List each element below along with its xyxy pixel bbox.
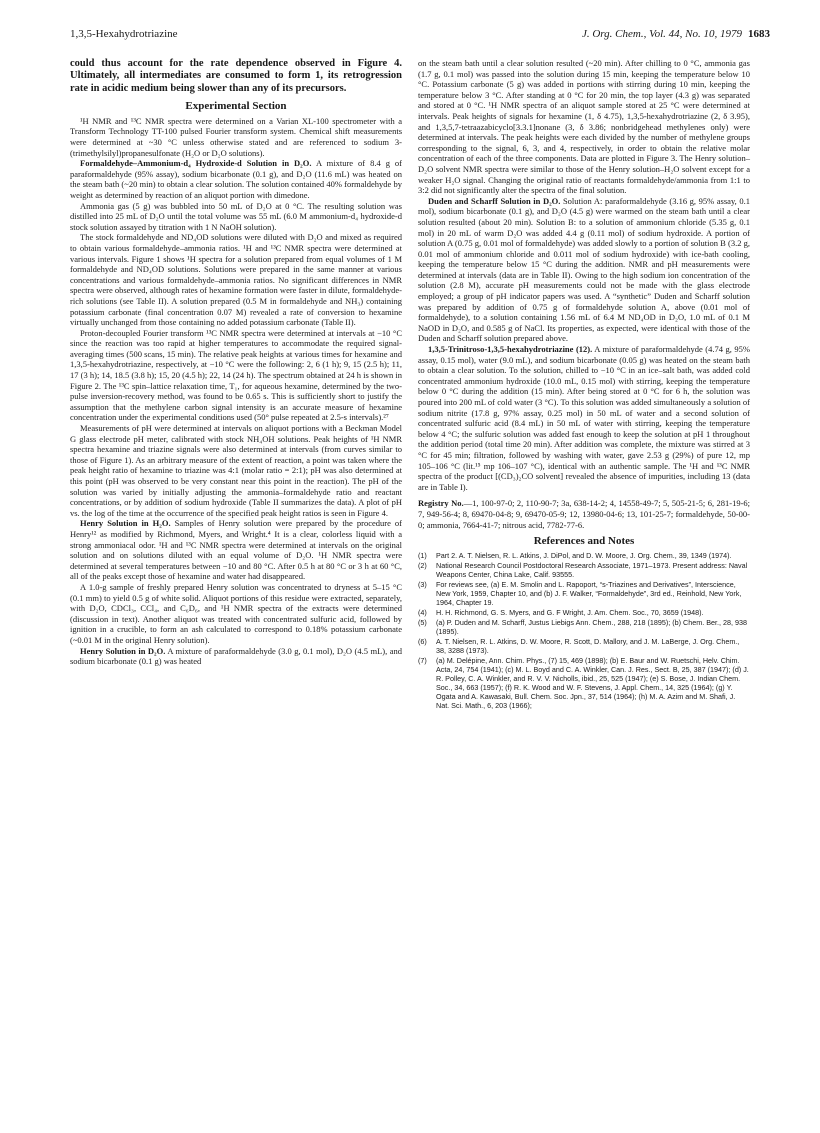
reference-number: (1): [418, 550, 427, 560]
paragraph: [70, 116, 402, 158]
references-list: [418, 551, 750, 710]
paragraph: [70, 328, 402, 423]
paragraph-text: Measurements of pH were determined at intervals on aliquot portions with a Beckman Model G glass electrode pH meter, calibrated with stock NH₄OH solutions. Peak heights of ¹H NMR spectra hexamine and triazine signals were also determined at intervals (from curves similar to those of Figure 1). As an arbitrary measure of the extent of reaction, a point was taken where the peak height ratio of hexamine to triazine was 4:1 (molar ratio = 2:1); pH was also determined at this point (pH was observed to be very constant near this point in the reaction). The pH of the solution was varied by initially adjusting the ammonia–formaldehyde ratio and reactant concentrations, or by addition of sodium hydroxide (Table II summarizes the data). A plot of pH vs. the log of the time at the occurrence of the specified peak height ratios is seen in Figure 4.: [70, 423, 402, 518]
reference-text: H. H. Richmond, G. S. Myers, and G. F Wright, J. Am. Chem. Soc., 70, 3659 (1948).: [436, 607, 704, 617]
paragraph-text: ¹H NMR and ¹³C NMR spectra were determined on a Varian XL-100 spectrometer with a Transform Technology TT-100 pulsed Fourier transform system. Chemical shift measurements were determined at ~30 °C unless otherwise stated and are referenced to sodium 3-(trimethylsilyl)propanesulfonate (H₂O or D₂O solutions).: [70, 115, 402, 158]
reference-item: [418, 580, 750, 607]
paragraph-text: A mixture of paraformaldehyde (3.0 g, 0.1 mol), D₂O (4.5 mL), and sodium bicarbonate (0.1 g) was heated: [70, 645, 402, 667]
paragraph: [70, 201, 402, 233]
page-number: 1683: [748, 28, 770, 40]
reference-text: Part 2. A. T. Nielsen, R. L. Atkins, J. DiPol, and D. W. Moore, J. Org. Chem., 39, 1349 (1974).: [436, 550, 732, 560]
paragraph-heading: Duden and Scharff Solution in D₂O.: [428, 195, 561, 206]
paragraph: [70, 232, 402, 327]
reference-text: (a) M. Delépine, Ann. Chim. Phys., (7) 15, 469 (1898); (b) E. Baur and W. Ruetschi, Helv. Chim. Acta, 24, 754 (1941); (c) M. L. Boyd and C. A. Winkler, Can. J. Res., Sect. B, 25, 387 (1947); (d) J. R. Polley, C. A. Winkler, and R. V. V. Nicholls, ibid., 25, 525 (1947); (e) S. Bose, J. Indian Chem. Soc., 34, 663 (1957); (f) R. K. Wood and W. F. Stevens, J. Appl. Chem., 14, 325 (1964); (g) Y. Ogata and A. Kawasaki, Bull. Chem. Soc. Jpn., 37, 514 (1964); (h) M. A. Azim and M. Shafi, J. Nat. Sci. Math., 6, 203 (1966);: [436, 655, 749, 710]
paragraph-heading: Formaldehyde–Ammonium-d₄ Hydroxide-d Solution in D₂O.: [80, 158, 312, 169]
reference-item: [418, 618, 750, 636]
paragraph-text: A mixture of paraformaldehyde (4.74 g, 95% assay, 0.15 mol), water (9.0 mL), and sodium bicarbonate (0.05 g) was heated on the steam bath to obtain a clear solution. To the solution, chilled to −10 °C in an ice–salt bath, was added cold concentrated ammonium hydroxide (10.0 mL, 0.15 mol) with stirring, keeping the temperature below 0 °C during the addition (15 min). After being stored at 0 °C for 6 h, the solution was poured into 200 mL of cold water (3 °C). To this solution was added simultaneously a solution of sodium nitrite (17.8 g, 97% assay, 0.25 mol) in 50 mL of water and a second solution of concentrated sulfuric acid (8.4 mL) in 50 mL of water with stirring, keeping the temperature below 4 °C; the sulfuric solution was added fast enough to keep the solution at pH 1 throughout the addition period (total time 20 min). After addition was complete, the mixture was stirred at 3 °C for 45 min; filtration, followed by washing with water, gave 2.53 g (29%) of pure 12, mp 105–106 °C (lit.¹⁵ mp 106–107 °C), identical with an authentic sample. The ¹H and ¹³C NMR spectra of the product [(CD₃)₂CO solvent] revealed the absence of impurities, including 13 (data are in Table I).: [418, 344, 750, 492]
experimental-paragraphs-continued: [418, 58, 750, 492]
reference-number: (7): [418, 655, 427, 665]
reference-number: (2): [418, 560, 427, 570]
paragraph-text: The stock formaldehyde and ND₄OD solutions were diluted with D₂O and mixed as required to obtain various formaldehyde–ammonia ratios. ¹H and ¹³C NMR spectra were determined at various intervals. Figure 1 shows ¹H spectra for a solution prepared from equal volumes of 1 M formaldehyde and ND₄OD solutions. Solutions were prepared in the same manner at various concentrations and various formaldehyde–ammonia ratios. No significant differences in NMR spectra were observed, although rates of hexamine formation were faster in dilute, formaldehyde-rich solutions (see Table II). A solution prepared (0.5 M in formaldehyde and NH₃) containing potassium carbonate (final concentration 0.07 M) revealed a rate of conversion to hexamine virtually unchanged from those containing no added potassium carbonate (Table II).: [70, 232, 402, 328]
paragraph-heading: Henry Solution in H₂O.: [80, 518, 171, 529]
discussion-conclusion: could thus account for the rate dependence observed in Figure 4. Ultimately, all intermediates are consumed to form 1, its retrogression rate in acidic medium being slower than any of its precursors.: [70, 58, 402, 94]
paragraph: [418, 196, 750, 344]
reference-text: National Research Council Postdoctoral Research Associate, 1971–1973. Present address: Naval Weapons Center, China Lake, Calif. 93555.: [436, 560, 748, 579]
right-column: [418, 58, 750, 711]
reference-text: A. T. Nielsen, R. L. Atkins, D. W. Moore, R. Scott, D. Mallory, and J. M. LaBerge, J. Org. Chem., 38, 3288 (1973).: [436, 636, 740, 655]
paragraph-text: Samples of Henry solution were prepared by the procedure of Henry¹² as modified by Richmond, Myers, and Wright.⁴ It is a clear, colorless liquid with a strong ammoniacal odor. ¹H and ¹³C NMR spectra were determined at intervals on the original solution and on solutions diluted with an equal volume of D₂O. ¹H NMR spectra were determined at several temperatures between −10 and 80 °C. After 0.5 h at 80 °C or 3 h at 60 °C, all of the peaks except those of hexamine and water had disappeared.: [70, 518, 402, 582]
paragraph-heading: 1,3,5-Trinitroso-1,3,5-hexahydrotriazine (12).: [428, 344, 593, 355]
paragraph: [70, 646, 402, 667]
paragraph-text: A 1.0-g sample of freshly prepared Henry solution was concentrated to dryness at 5–15 °C (0.1 mm) to yield 0.5 g of white solid. Aliquot portions of this residue were extracted, separately, with D₂O, CDCl₃, CCl₄, and C₆D₆, and ¹H NMR spectra of the extracts were determined (discussion in text). Another aliquot was treated with concentrated sulfuric acid, followed by ignition in a crucible, to form an ash calculated to correspond to 0.18% potassium carbonate (~0.01 M in the original Henry solution).: [70, 581, 402, 645]
running-title: 1,3,5-Hexahydrotriazine: [70, 28, 178, 40]
reference-text: (a) P. Duden and M. Scharff, Justus Liebigs Ann. Chem., 288, 218 (1895); (b) Chem. Ber., 28, 938 (1895).: [436, 617, 747, 636]
paragraph: [70, 423, 402, 518]
journal-citation: J. Org. Chem., Vol. 44, No. 10, 1979 1683: [581, 28, 770, 40]
paragraph-text: Solution A: paraformaldehyde (3.16 g, 95% assay, 0.1 mol), sodium bicarbonate (0.1 g), and D₂O (4.5 g) were warmed on the steam bath until a clear solution resulted (about 20 min). Solution B: to a solution of ammonium chloride (5.35 g, 0.1 mol) in 20 mL of warm D₂O was added 4.4 g (0.11 mol) of sodium hydroxide. A portion of solution A (0.75 g, 0.01 mol of formaldehyde) was added slowly to a portion of solution B (3.2 g, 0.01 mol of ammonium chloride and 0.011 mol of sodium hydroxide) with ice-bath cooling, keeping the temperature below 15 °C during the addition. NMR and pH measurements were determined at intervals (data are in Table II). Owing to the high sodium ion concentration of the solution (2.8 M), accurate pH measurements could not be made with the glass electrode employed; a group of pH indicator papers was used. A “synthetic” Duden and Scharff solution was prepared by addition of 0.75 g of formaldehyde solution A, above (0.01 mol of formaldehyde), to a solution containing 1.56 mL of 6.4 M ND₄OD in D₂O, 1.0 mL of 0.1 M NaOD in D₂O, and 0.585 g of NaCl. Its properties, as expected, were identical with those of the Duden and Scharff solution prepared above.: [418, 195, 750, 344]
paragraph: [70, 518, 402, 582]
paragraph-text: Ammonia gas (5 g) was bubbled into 50 mL of D₂O at 0 °C. The resulting solution was distilled into 25 mL of D₂O until the total volume was 55 mL (6.0 M ammonium-d₄ hydroxide-d stock solution assayed by titration with 1 N NaOH solution).: [70, 200, 402, 232]
reference-item: [418, 561, 750, 579]
running-header: [70, 28, 770, 42]
paragraph-text: A mixture of 8.4 g of paraformaldehyde (95% assay), sodium bicarbonate (0.1 g), and D₂O (11.6 mL) was heated on the steam bath (~20 min) to obtain a clear solution. The solution contained 40% formaldehyde by weight as determined by reaction of an aliquot portion with dimedone.: [70, 158, 402, 200]
reference-item: [418, 656, 750, 710]
references-title: References and Notes: [533, 535, 635, 548]
reference-item: [418, 551, 750, 560]
left-column: [70, 58, 402, 667]
reference-number: (6): [418, 636, 427, 646]
section-title: Experimental Section: [185, 100, 287, 113]
paragraph: [70, 158, 402, 200]
paragraph: [418, 344, 750, 492]
registry-numbers: Registry No.—1, 100-97-0; 2, 110-90-7; 3a, 638-14-2; 4, 14558-49-7; 5, 505-21-5; 6, 281-19-6; 7, 949-56-4; 8, 69470-04-8; 9, 69470-05-9; 12, 13980-04-6; 13, 101-25-7; formaldehyde, 50-00-0; ammonia, 7664-41-7; nitrous acid, 7782-77-6.: [418, 498, 751, 530]
paragraph-text: Proton-decoupled Fourier transform ¹³C NMR spectra were determined at intervals at −10 °C since the reaction was too rapid at higher temperatures to accommodate the required signal-averaging times (500 scans, 15 min). The relative peak heights at various times for hexamine and 1,3,5-hexahydrotriazine, respectively, at −10 °C were the following: 2, 6 (1 h); 9, 15 (2.5 h); 11, 17 (3 h); 14, 18.5 (3.8 h); 15, 20 (4.5 h); 22, 14 (24 h). The spectrum obtained at 24 h is shown in Figure 2. The ¹³C spin–lattice relaxation time, T₁, for aqueous hexamine, determined by the two-pulse inversion-recovery method, was found to be 0.65 s. This is sufficiently short to justify the assumption that the methylene carbon signal intensity is an accurate measure of hexamine concentration under the experimental conditions used (50° pulse repeated at 2.5-s intervals).²⁷: [70, 327, 402, 423]
reference-number: (4): [418, 607, 427, 617]
experimental-paragraphs: [70, 116, 402, 667]
paragraph-heading: Henry Solution in D₂O.: [80, 645, 166, 656]
reference-number: (3): [418, 579, 427, 589]
paragraph: [418, 58, 750, 196]
reference-number: (5): [418, 617, 427, 627]
reference-item: [418, 637, 750, 655]
paragraph: [70, 582, 402, 646]
reference-text: For reviews see, (a) E. M. Smolin and L. Rapoport, “s-Triazines and Derivatives”, Interscience, New York, 1959, Chapter 10, and (b) J. F. Walker, “Formaldehyde”, 3rd ed., Reinhold, New York, 1964, Chapter 19.: [436, 579, 742, 607]
reference-item: [418, 608, 750, 617]
paragraph-text: on the steam bath until a clear solution resulted (~20 min). After chilling to 0 °C, ammonia gas (1.7 g, 0.1 mol) was passed into the solution during 15 min, keeping the temperature below 10 °C. Potassium carbonate (5 g) was added in portions with stirring during 10 min, keeping the temperature below 3 °C. After standing at 0 °C for 20 min, the top layer (4.3 g) was separated and stored at 0 °C. ¹H NMR spectra of an aliquot sample stored at 25 °C were determined at intervals. Peak heights of signals for hexamine (1, δ 4.75), 1,3,5-hexahydrotriazine (2, δ 3.95), and 1,3,5,7-tetraazabicyclo[3.3.1]nonane (3, δ 3.86; nonbridgehead methylenes only) were determined at intervals. The peak heights were each divided by the number of methylene groups corresponding to the signal, 6, 3, and 4, respectively, in order to obtain the relative molar concentration of each of the three components. Data are plotted in Figure 3. The Henry solution–D₂O solvent NMR spectra were similar to those of the Henry solution–H₂O solvent except for a weaker H₂O signal. Changing the original ratio of reactants formaldehyde/ammonia from 1:1 to 3:2 did not significantly alter the spectra of the final solution.: [418, 58, 750, 196]
